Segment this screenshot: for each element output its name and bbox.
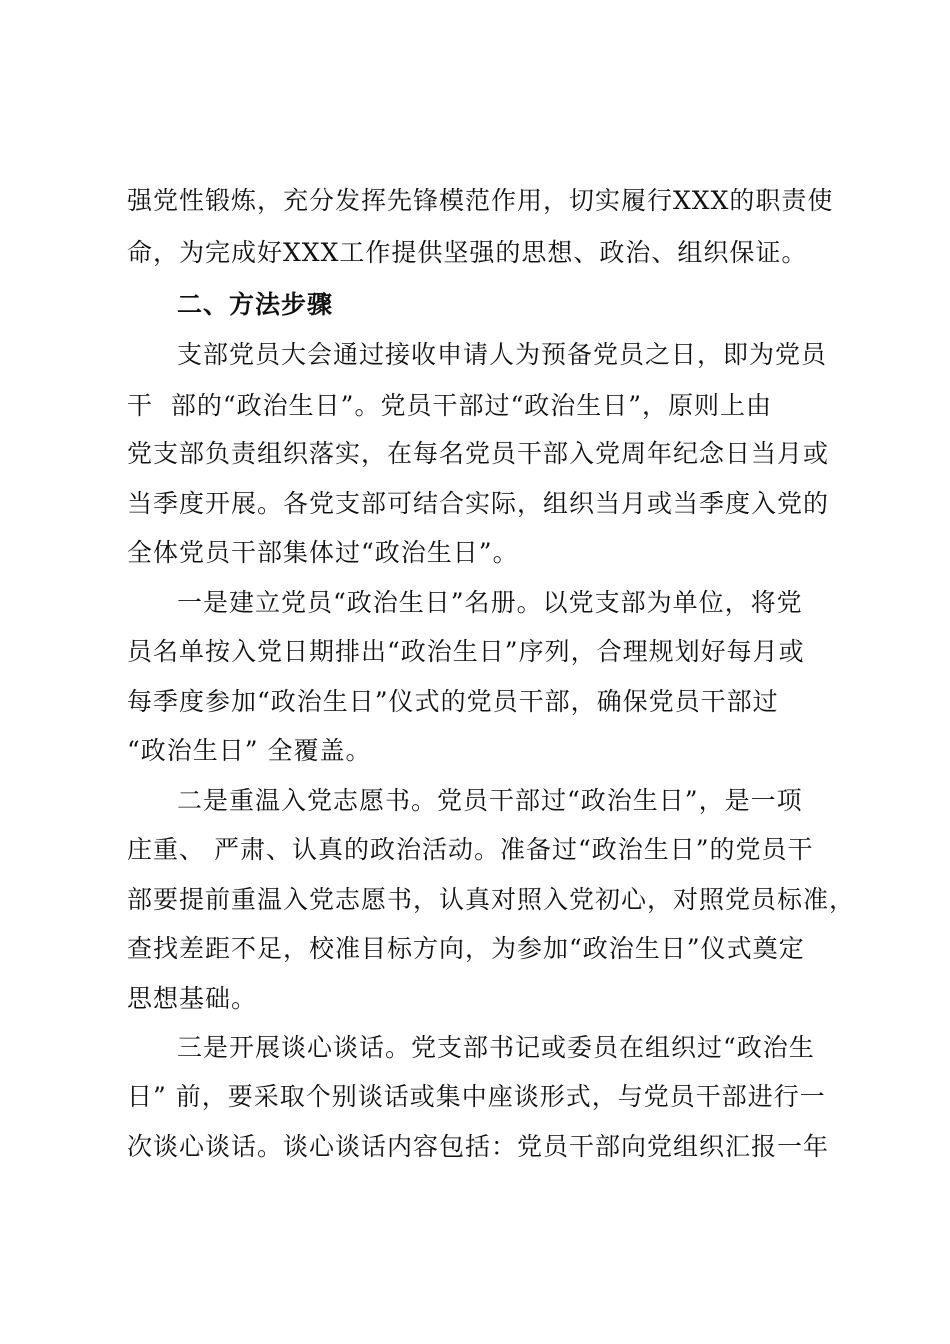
body-line-16: 思想基础。 xyxy=(127,984,258,1013)
body-line-8: 一是建立党员“政治生日”名册。以党支部为单位，将党 xyxy=(177,588,803,617)
body-line-17: 三是开展谈心谈话。党支部书记或委员在组织过“政治生 xyxy=(177,1033,815,1062)
body-line-13: 庄重、 严肃、认真的政治活动。准备过“政治生日”的党员干 xyxy=(127,835,814,864)
body-line-1: 强党性锻炼，充分发挥先锋模范作用，切实履行XXX的职责使 xyxy=(127,186,834,215)
section-heading: 二、方法步骤 xyxy=(177,290,334,319)
body-line-9: 员名单按入党日期排出“政治生日”序列，合理规划好每月或 xyxy=(127,637,805,666)
body-line-18: 日” 前，要采取个别谈话或集中座谈形式，与党员干部进行一 xyxy=(127,1082,826,1111)
body-line-7: 全体党员干部集体过“政治生日”。 xyxy=(127,538,519,567)
body-line-14: 部要提前重温入党志愿书，认真对照入党初心，对照党员标准， xyxy=(127,885,856,914)
body-line-19: 次谈心谈话。谈心谈话内容包括：党员干部向党组织汇报一年 xyxy=(127,1132,830,1161)
body-line-15: 查找差距不足，校准目标方向，为参加“政治生日”仪式奠定 xyxy=(127,934,805,963)
body-line-11: “政治生日” 全覆盖。 xyxy=(127,736,372,765)
body-line-5: 党支部负责组织落实，在每名党员干部入党周年纪念日当月或 xyxy=(127,439,830,468)
body-line-3: 支部党员大会通过接收申请人为预备党员之日，即为党员 xyxy=(177,340,828,369)
body-line-2: 命，为完成好XXX工作提供坚强的思想、政治、组织保证。 xyxy=(127,238,808,267)
body-line-12: 二是重温入党志愿书。党员干部过“政治生日”，是一项 xyxy=(177,786,803,815)
body-line-10: 每季度参加“政治生日”仪式的党员干部，确保党员干部过 xyxy=(127,687,779,716)
body-line-4: 干 部的“政治生日”。党员干部过“政治生日”，原则上由 xyxy=(127,391,773,420)
body-line-6: 当季度开展。各党支部可结合实际，组织当月或当季度入党的 xyxy=(127,489,830,518)
